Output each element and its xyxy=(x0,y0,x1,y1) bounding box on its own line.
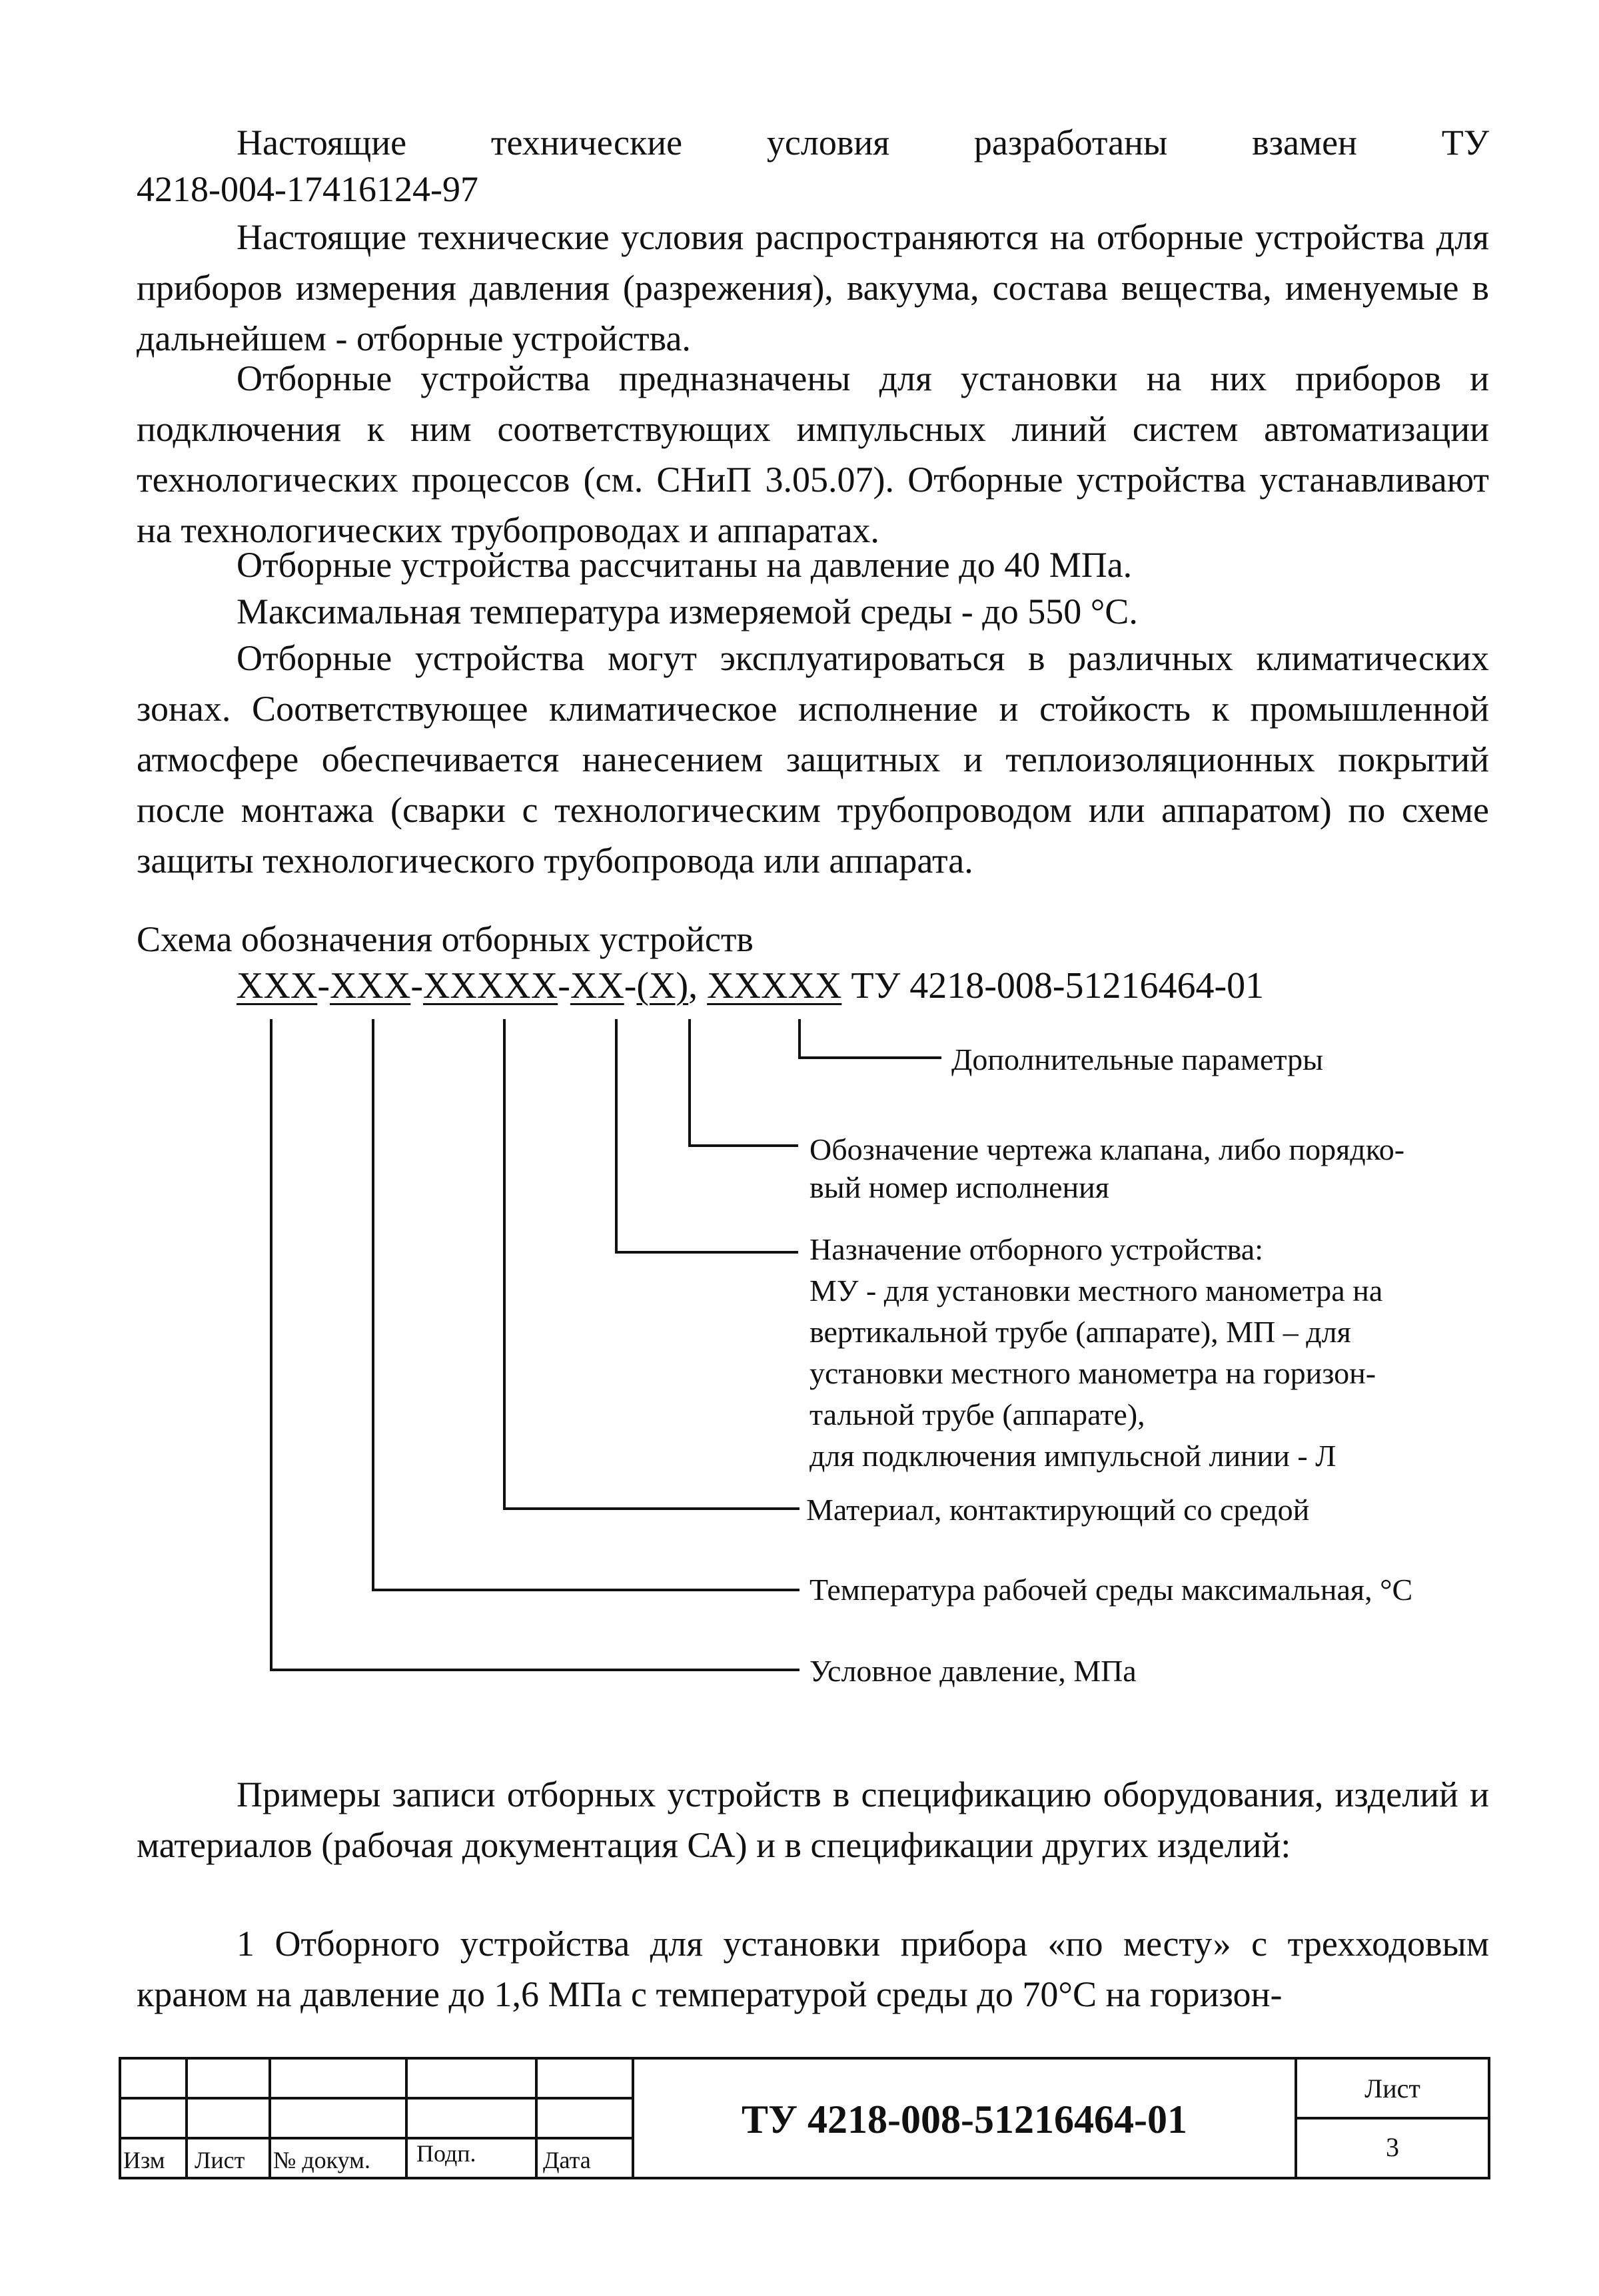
scheme-heading: Схема обозначения отборных устройств xyxy=(137,919,754,959)
tb-col-sign: Подп. xyxy=(416,2140,476,2167)
code-suffix: ТУ 4218-008-51216464-01 xyxy=(841,965,1265,1006)
code-sep-1: - xyxy=(317,965,330,1006)
paragraph-temperature: Максимальная температура измеряемой среды - до 550 °С. xyxy=(237,591,1138,631)
paragraph-pressure: Отборные устройства рассчитаны на давление до 40 МПа. xyxy=(237,545,1133,585)
code-part-pressure: XXX xyxy=(237,965,318,1006)
label-temperature: Температура рабочей среды максимальная, °С xyxy=(809,1573,1413,1607)
label-purpose-1: Назначение отборного устройства: xyxy=(809,1232,1263,1266)
tb-col-izm: Изм xyxy=(123,2147,165,2173)
label-purpose-3: вертикальной трубе (аппарате), МП – для xyxy=(809,1315,1351,1349)
code-sep-3: - xyxy=(558,965,570,1006)
code-part-purpose: XX xyxy=(570,965,624,1006)
code-sep-4: - xyxy=(624,965,637,1006)
paragraph-purpose: Отборные устройства предназначены для установки на них приборов и подключения к ним соответствующих импульсных линий систем автоматизации технологических процессов (см. СНиП 3.05.07). Отборные устройства устанавливают на технологических трубопроводах и аппаратах. xyxy=(137,358,1489,550)
paragraph-examples: Примеры записи отборных устройств в спецификацию оборудования, изделий и материалов (рабочая документация СА) и в спецификации других изделий: xyxy=(137,1774,1489,1865)
code-part-temperature: XXX xyxy=(329,965,411,1006)
label-extra: Дополнительные параметры xyxy=(951,1042,1324,1076)
label-purpose-2: МУ - для установки местного манометра на xyxy=(809,1274,1383,1308)
code-part-extra: XXXXX xyxy=(707,965,842,1006)
label-purpose-5: тальной трубе (аппарате), xyxy=(809,1397,1145,1431)
paragraph-climate: Отборные устройства могут эксплуатироваться в различных климатических зонах. Соответствующее климатическое исполнение и стойкость к промышленной атмосфере обеспечивается нанесением защитных и теплоизоляционных покрытий после монтажа (сварки с технологическим трубопроводом или аппаратом) по схеме защиты технологического трубопровода или аппарата. xyxy=(137,638,1489,881)
code-sep-2: - xyxy=(410,965,423,1006)
code-part-material: XXXXX xyxy=(422,965,558,1006)
label-purpose-6: для подключения импульсной линии - Л xyxy=(809,1439,1336,1473)
label-pressure: Условное давление, МПа xyxy=(809,1654,1137,1688)
paragraph-scope: Настоящие технические условия распространяются на отборные устройства для приборов измерения давления (разрежения), вакуума, состава вещества, именуемые в дальнейшем - отборные устройства. xyxy=(137,217,1489,358)
tb-sheet-label: Лист xyxy=(1364,2074,1420,2104)
tb-doc-code: ТУ 4218-008-51216464-01 xyxy=(742,2098,1187,2141)
paragraph-example-1: 1 Отборного устройства для установки прибора «по месту» с трехходовым краном на давление до 1,6 МПа с температурой среды до 70°С на горизон- xyxy=(137,1924,1489,2014)
tb-sheet-number: 3 xyxy=(1386,2132,1399,2162)
label-valve-2: вый номер исполнения xyxy=(809,1170,1109,1204)
tb-col-list: Лист xyxy=(195,2147,245,2173)
label-material: Материал, контактирующий со средой xyxy=(806,1493,1310,1527)
code-sep-5: , xyxy=(688,965,708,1006)
intro-line-2: 4218-004-17416124-97 xyxy=(137,169,478,209)
tb-col-doc: № докум. xyxy=(273,2147,370,2173)
code-part-valve: (X) xyxy=(636,965,689,1006)
label-valve-1: Обозначение чертежа клапана, либо порядко- xyxy=(809,1132,1405,1166)
label-purpose-4: установки местного манометра на горизон- xyxy=(809,1356,1376,1390)
tb-col-date: Дата xyxy=(543,2147,591,2173)
intro-line-1: Настоящие технические условия разработаны взамен ТУ xyxy=(237,123,1489,163)
